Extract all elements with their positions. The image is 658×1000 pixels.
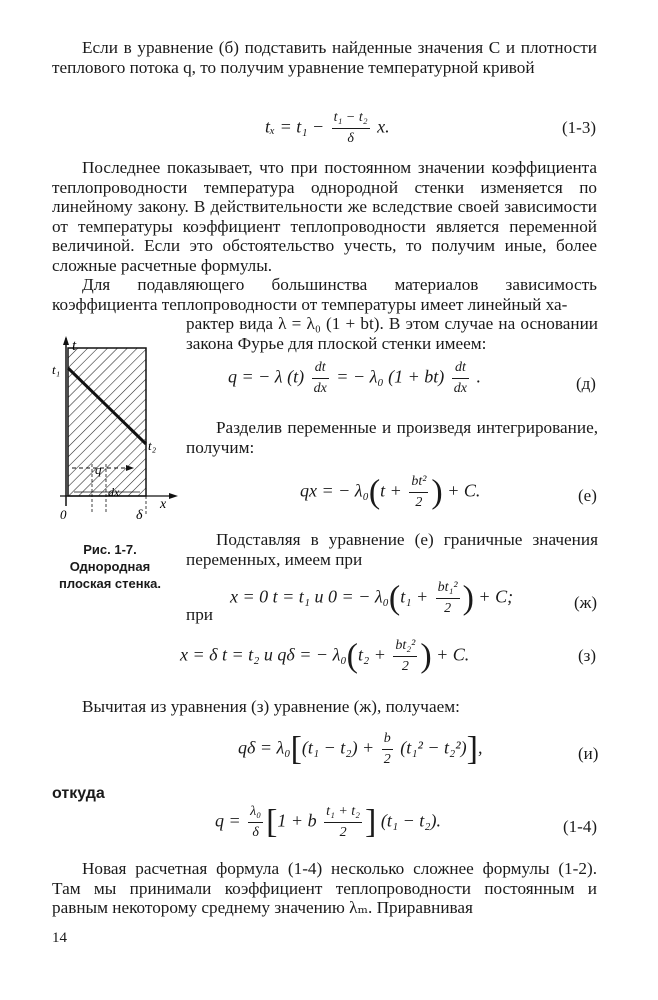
paragraph-linear-dependence-a: Для подавляющего большинства материалов зависимость коэффициента теплопроводности от температуры имеет линейный ха- (52, 275, 597, 314)
paragraph-linear-law: Последнее показывает, что при постоянном значении коэффициента теплопроводности температура однородной стенки изменяется по линейному закону. В действительности же вследствие своей зависимости от температуры коэффициент теплопроводности является переменной величиной. Если это обстоятельство учесть, то получим иные, более сложные расчетные формулы. (52, 158, 597, 275)
eq-e-frac-num: bt² (409, 472, 428, 493)
figure-label-origin: 0 (60, 507, 67, 522)
figure-label-q: q (95, 462, 102, 477)
eq-i-lhs: qδ = λ₀ (238, 737, 291, 758)
equation-1-3-tag: (1-3) (562, 118, 596, 137)
t-axis-arrow-icon (63, 336, 69, 345)
eq-1-4-frac1-num: λ₀ (248, 802, 263, 823)
figure-label-dx: dx (108, 485, 120, 499)
equation-1-4-tag: (1-4) (563, 817, 597, 836)
eq-i-tail: , (478, 737, 483, 758)
eq-e-inner: t + (380, 480, 402, 501)
eq-i-squares: (t₁² − t₂²) (400, 737, 467, 758)
eq-z-frac-num: bt₂² (393, 636, 417, 657)
eq-1-4-inner: 1 + b (277, 810, 317, 831)
eq-1-4-frac1-den: δ (252, 825, 259, 840)
word-otkuda: откуда (52, 785, 105, 802)
eq-d-frac2-den: dx (453, 381, 467, 396)
eq-zh-tail: + C; (478, 586, 514, 607)
eq-d-lhs: q = − λ (t) (228, 366, 305, 387)
eq-1-3-denominator: δ (347, 131, 354, 146)
eq-d-mid: = − λ₀ (1 + bt) (336, 366, 445, 387)
eq-1-3-tail: x. (377, 116, 390, 137)
figure-caption: Рис. 1-7. Однородная плоская стенка. (59, 542, 161, 591)
equation-i-tag: (и) (578, 744, 599, 763)
eq-zh-lhs: x = 0 t = t₁ и 0 = − λ₀ (230, 586, 389, 607)
page-number: 14 (52, 930, 67, 946)
eq-1-4-frac2-num: t₁ + t₂ (324, 802, 362, 823)
equation-z-tag: (з) (578, 646, 597, 665)
equation-zh-pri: при (186, 605, 213, 624)
eq-e-frac-den: 2 (415, 495, 423, 510)
equation-d (228, 358, 481, 399)
eq-zh-frac-num: bt₁² (436, 578, 460, 599)
eq-z-lhs: x = δ t = t₂ и qδ = − λ₀ (180, 644, 347, 665)
eq-1-3-lhs: tₓ = t₁ − (265, 116, 325, 137)
eq-d-frac1-num: dt (312, 358, 329, 379)
eq-1-3-numerator: t₁ − t₂ (332, 108, 370, 129)
eq-z-tail: + C. (436, 644, 470, 665)
paragraph-linear-dependence-b: рактер вида λ = λ₀ (1 + bt). В этом случае на основании закона Фурье для плоской стенки имеем: (186, 314, 598, 353)
eq-d-frac2-num: dt (452, 358, 469, 379)
paragraph-boundary: Подставляя в уравнение (е) граничные значения переменных, имеем при (186, 530, 598, 569)
eq-1-4-tail: (t₁ − t₂). (380, 810, 442, 831)
eq-z-inner: t₂ + (357, 644, 386, 665)
equation-1-4: q = $\frac{\text{λ₀}}{\delta}$ [1 + b $\frac{\text{t₁ + t₂}}{2}$ ] (t₁ − t₂). (215, 802, 441, 843)
equation-e: qx = − λ₀(t + $\frac{\text{bt²}}{2}$ ) + C. (300, 472, 480, 513)
equation-1-3 (265, 108, 390, 149)
paragraph-new-formula: Новая расчетная формула (1-4) несколько сложнее формулы (1-2). Там мы принимали коэффициент теплопроводности постоянным и равным некоторому среднему значению λₘ. Приравнивая (52, 859, 597, 917)
figure-label-x: x (160, 497, 167, 512)
paragraph-subtract: Вычитая из уравнения (з) уравнение (ж), получаем: (82, 697, 460, 716)
equation-zh: x = 0 t = t₁ и 0 = − λ₀(t₁ + $\frac{\text{bt₁²}}{2}$ ) + C; (230, 578, 513, 619)
eq-zh-inner: t₁ + (400, 586, 429, 607)
figure-label-delta: δ (136, 508, 143, 523)
eq-z-frac-den: 2 (401, 659, 409, 674)
eq-d-frac1-den: dx (313, 381, 327, 396)
equation-d-tag: (д) (576, 374, 596, 393)
equation-zh-tag: (ж) (574, 593, 598, 612)
eq-e-tail: + C. (447, 480, 481, 501)
x-axis-arrow-icon (169, 493, 178, 499)
figure-label-t: t (72, 338, 77, 354)
equation-e-tag: (е) (578, 486, 597, 505)
wall-hatched-region (68, 348, 146, 496)
paragraph-intro: Если в уравнение (б) подставить найденные значения C и плотности теплового потока q, то получим уравнение температурной кривой (52, 38, 597, 77)
eq-i-inner: (t₁ − t₂) + (301, 737, 375, 758)
eq-d-tail: . (476, 366, 481, 387)
equation-i: qδ = λ₀[(t₁ − t₂) + $\frac{b}{2}$ (t₁² − t₂²)], (238, 729, 483, 770)
eq-zh-frac-den: 2 (444, 601, 452, 616)
figure-label-t1: t₁ (52, 362, 61, 377)
eq-i-frac-den: 2 (383, 752, 391, 767)
eq-1-4-frac2-den: 2 (339, 825, 347, 840)
eq-e-lhs: qx = − λ₀ (300, 480, 369, 501)
figure-plane-wall (50, 336, 180, 526)
equation-z: x = δ t = t₂ и qδ = − λ₀(t₂ + $\frac{\text{bt₂²}}{2}$ ) + C. (180, 636, 469, 677)
figure-label-t2: t₂ (148, 438, 157, 453)
eq-1-4-lhs: q = (215, 810, 241, 831)
paragraph-integration: Разделив переменные и произведя интегрирование, получим: (186, 418, 598, 457)
eq-i-frac-num: b (382, 729, 393, 750)
